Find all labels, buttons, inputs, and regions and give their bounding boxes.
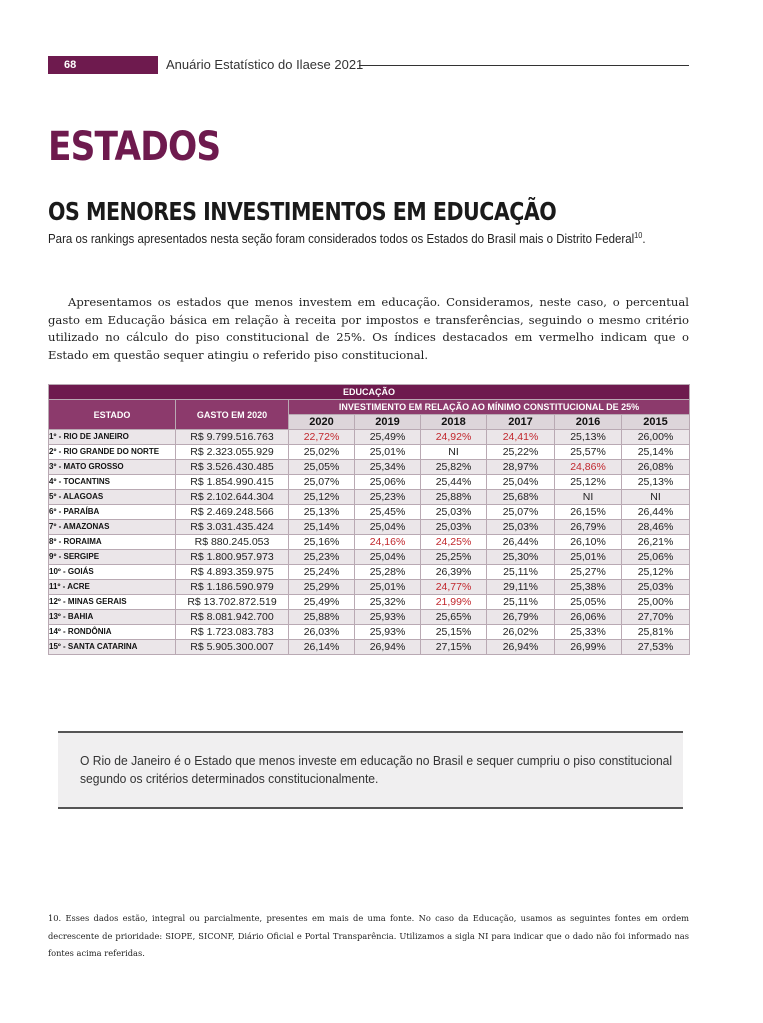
table-row (49, 490, 690, 505)
table-row (49, 445, 690, 460)
percent-cell: 26,03% (289, 625, 355, 640)
state-cell: 6º - PARAÍBA (49, 505, 176, 520)
percent-cell: 25,27% (555, 565, 622, 580)
year-header: 2015 (622, 415, 690, 430)
table-row (49, 580, 690, 595)
percent-cell: 25,88% (421, 490, 487, 505)
percent-cell: 24,92% (421, 430, 487, 445)
percent-cell: 25,12% (555, 475, 622, 490)
year-header: 2020 (289, 415, 355, 430)
footnote-ref[interactable]: 10 (634, 231, 643, 240)
footnote: 10. Esses dados estão, integral ou parcialmente, presentes em mais de uma fonte. No caso da Educação, usamos as seguintes fontes em ordem decrescente de prioridade: SIOPE, SICONF, Diário Oficial e Portal Transparência. Utilizamos a sigla NI para indicar que o dado não foi informado nas fontes acima referidas. (48, 913, 689, 958)
percent-cell: 24,25% (421, 535, 487, 550)
state-cell: 4º - TOCANTINS (49, 475, 176, 490)
col-header-investment: INVESTIMENTO EM RELAÇÃO AO MÍNIMO CONSTITUCIONAL DE 25% (289, 400, 690, 415)
spend-cell: R$ 8.081.942.700 (176, 610, 289, 625)
percent-cell: 24,41% (487, 430, 555, 445)
year-header: 2017 (487, 415, 555, 430)
percent-cell: 25,49% (289, 595, 355, 610)
percent-cell: 25,28% (355, 565, 421, 580)
percent-cell: 25,01% (355, 445, 421, 460)
spend-cell: R$ 1.800.957.973 (176, 550, 289, 565)
percent-cell: 25,65% (421, 610, 487, 625)
percent-cell: 25,32% (355, 595, 421, 610)
percent-cell: 25,07% (487, 505, 555, 520)
percent-cell: 26,00% (622, 430, 690, 445)
table-row (49, 505, 690, 520)
table-row (49, 625, 690, 640)
page-subtitle: OS MENORES INVESTIMENTOS EM EDUCAÇÃO (48, 197, 557, 226)
table-row (49, 535, 690, 550)
percent-cell: 25,04% (355, 550, 421, 565)
percent-cell: 25,44% (421, 475, 487, 490)
percent-cell: 26,99% (555, 640, 622, 655)
percent-cell: 26,94% (355, 640, 421, 655)
percent-cell: 28,46% (622, 520, 690, 535)
percent-cell: 25,02% (289, 445, 355, 460)
table-row (49, 520, 690, 535)
callout-text: O Rio de Janeiro é o Estado que menos investe em educação no Brasil e sequer cumpriu o piso constitucional segundo os critérios determinados constitucionalmente. (80, 753, 673, 786)
percent-cell: NI (421, 445, 487, 460)
state-cell: 1º - RIO DE JANEIRO (49, 430, 176, 445)
spend-cell: R$ 1.723.083.783 (176, 625, 289, 640)
percent-cell: 26,79% (487, 610, 555, 625)
percent-cell: 25,13% (622, 475, 690, 490)
callout-box (58, 731, 683, 809)
percent-cell: 25,30% (487, 550, 555, 565)
spend-cell: R$ 3.526.430.485 (176, 460, 289, 475)
percent-cell: 25,15% (421, 625, 487, 640)
table-row (49, 610, 690, 625)
state-cell: 14º - RONDÔNIA (49, 625, 176, 640)
col-header-state: ESTADO (49, 400, 176, 430)
percent-cell: 25,81% (622, 625, 690, 640)
percent-cell: 28,97% (487, 460, 555, 475)
table-row (49, 475, 690, 490)
percent-cell: 26,39% (421, 565, 487, 580)
percent-cell: 25,12% (622, 565, 690, 580)
table-row (49, 460, 690, 475)
percent-cell: 25,03% (421, 520, 487, 535)
percent-cell: 25,93% (355, 610, 421, 625)
percent-cell: 25,34% (355, 460, 421, 475)
percent-cell: 25,33% (555, 625, 622, 640)
percent-cell: 25,23% (355, 490, 421, 505)
col-header-spend: GASTO EM 2020 (176, 400, 289, 430)
year-header: 2016 (555, 415, 622, 430)
spend-cell: R$ 2.102.644.304 (176, 490, 289, 505)
table-row (49, 430, 690, 445)
percent-cell: 25,03% (487, 520, 555, 535)
percent-cell: 24,16% (355, 535, 421, 550)
page-number: 68 (48, 56, 158, 74)
spend-cell: R$ 3.031.435.424 (176, 520, 289, 535)
percent-cell: 25,24% (289, 565, 355, 580)
percent-cell: 25,01% (555, 550, 622, 565)
table-row (49, 595, 690, 610)
percent-cell: 26,02% (487, 625, 555, 640)
state-cell: 13º - BAHIA (49, 610, 176, 625)
percent-cell: 27,70% (622, 610, 690, 625)
year-header: 2019 (355, 415, 421, 430)
percent-cell: 25,29% (289, 580, 355, 595)
state-cell: 5º - ALAGOAS (49, 490, 176, 505)
education-table (48, 384, 690, 655)
state-cell: 10º - GOIÁS (49, 565, 176, 580)
percent-cell: 26,15% (555, 505, 622, 520)
percent-cell: 25,04% (355, 520, 421, 535)
percent-cell: 25,13% (555, 430, 622, 445)
percent-cell: 25,07% (289, 475, 355, 490)
percent-cell: 25,03% (421, 505, 487, 520)
percent-cell: 25,05% (555, 595, 622, 610)
percent-cell: 25,93% (355, 625, 421, 640)
state-cell: 15º - SANTA CATARINA (49, 640, 176, 655)
percent-cell: 25,14% (289, 520, 355, 535)
table-body (49, 430, 690, 655)
table-row (49, 565, 690, 580)
percent-cell: 25,88% (289, 610, 355, 625)
spend-cell: R$ 2.469.248.566 (176, 505, 289, 520)
percent-cell: 25,25% (421, 550, 487, 565)
percent-cell: 25,38% (555, 580, 622, 595)
ranking-note (48, 231, 646, 246)
percent-cell: 26,44% (487, 535, 555, 550)
percent-cell: 26,06% (555, 610, 622, 625)
spend-cell: R$ 4.893.359.975 (176, 565, 289, 580)
table-row (49, 550, 690, 565)
percent-cell: 25,01% (355, 580, 421, 595)
state-cell: 3º - MATO GROSSO (49, 460, 176, 475)
percent-cell: 25,68% (487, 490, 555, 505)
percent-cell: 26,08% (622, 460, 690, 475)
percent-cell: 25,14% (622, 445, 690, 460)
percent-cell: 29,11% (487, 580, 555, 595)
percent-cell: 21,99% (421, 595, 487, 610)
publication-title: Anuário Estatístico do Ilaese 2021 (166, 57, 364, 72)
percent-cell: 25,13% (289, 505, 355, 520)
percent-cell: 27,53% (622, 640, 690, 655)
percent-cell: 25,03% (622, 580, 690, 595)
percent-cell: 22,72% (289, 430, 355, 445)
percent-cell: 26,44% (622, 505, 690, 520)
spend-cell: R$ 5.905.300.007 (176, 640, 289, 655)
percent-cell: 26,14% (289, 640, 355, 655)
state-cell: 9º - SERGIPE (49, 550, 176, 565)
percent-cell: 25,16% (289, 535, 355, 550)
percent-cell: 25,23% (289, 550, 355, 565)
table-row (49, 640, 690, 655)
percent-cell: 25,06% (355, 475, 421, 490)
percent-cell: 27,15% (421, 640, 487, 655)
percent-cell: 25,49% (355, 430, 421, 445)
page-header (48, 55, 689, 75)
ranking-note-end: . (642, 232, 646, 247)
percent-cell: 24,86% (555, 460, 622, 475)
percent-cell: NI (555, 490, 622, 505)
header-rule (359, 65, 689, 66)
percent-cell: 26,79% (555, 520, 622, 535)
percent-cell: 24,77% (421, 580, 487, 595)
state-cell: 7º - AMAZONAS (49, 520, 176, 535)
percent-cell: 25,45% (355, 505, 421, 520)
spend-cell: R$ 9.799.516.763 (176, 430, 289, 445)
section-title: ESTADOS (48, 124, 221, 170)
percent-cell: 25,05% (289, 460, 355, 475)
percent-cell: 25,22% (487, 445, 555, 460)
percent-cell: 25,11% (487, 565, 555, 580)
spend-cell: R$ 1.186.590.979 (176, 580, 289, 595)
percent-cell: 25,04% (487, 475, 555, 490)
spend-cell: R$ 1.854.990.415 (176, 475, 289, 490)
percent-cell: 25,00% (622, 595, 690, 610)
state-cell: 11º - ACRE (49, 580, 176, 595)
year-header: 2018 (421, 415, 487, 430)
percent-cell: 25,11% (487, 595, 555, 610)
percent-cell: 25,57% (555, 445, 622, 460)
spend-cell: R$ 880.245.053 (176, 535, 289, 550)
percent-cell: 26,21% (622, 535, 690, 550)
percent-cell: 26,94% (487, 640, 555, 655)
spend-cell: R$ 2.323.055.929 (176, 445, 289, 460)
percent-cell: 25,82% (421, 460, 487, 475)
ranking-note-text: Para os rankings apresentados nesta seção foram considerados todos os Estados do Brasil mais o Distrito Federal (48, 232, 635, 247)
state-cell: 12º - MINAS GERAIS (49, 595, 176, 610)
percent-cell: 25,12% (289, 490, 355, 505)
percent-cell: NI (622, 490, 690, 505)
table-title: EDUCAÇÃO (49, 385, 690, 400)
percent-cell: 26,10% (555, 535, 622, 550)
spend-cell: R$ 13.702.872.519 (176, 595, 289, 610)
percent-cell: 25,06% (622, 550, 690, 565)
state-cell: 2º - RIO GRANDE DO NORTE (49, 445, 176, 460)
intro-paragraph: Apresentamos os estados que menos investem em educação. Consideramos, neste caso, o percentual gasto em Educação básica em relação à receita por impostos e transferências, seguindo o mesmo critério utilizado no cálculo do piso constitucional de 25%. Os índices destacados em vermelho indicam que o Estado em questão sequer atingiu o referido piso constitucional. (48, 295, 689, 362)
state-cell: 8º - RORAIMA (49, 535, 176, 550)
